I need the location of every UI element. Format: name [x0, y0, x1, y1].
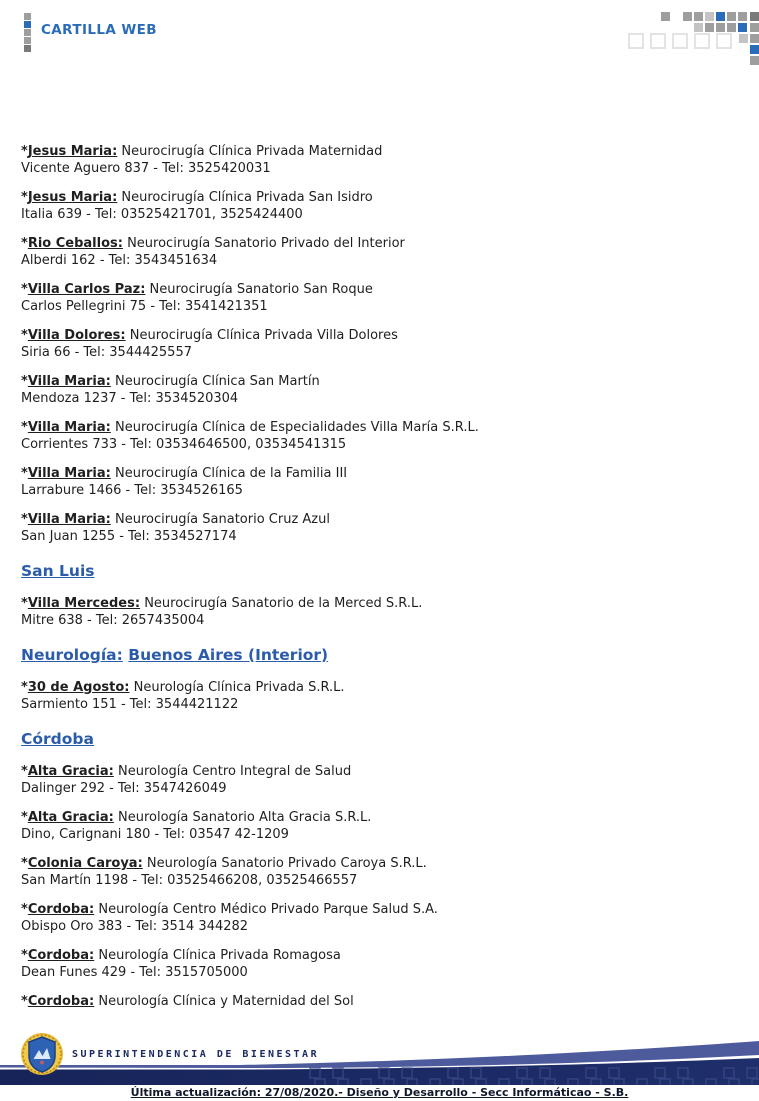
entry-bullet: *: [21, 144, 28, 159]
directory-entry: *Jesus Maria: Neurocirugía Clínica Privada San Isidro Italia 639 - Tel: 03525421701, 3525424400: [21, 190, 373, 222]
entry-city: Jesus Maria:: [27, 190, 118, 205]
mosaic-square: [694, 23, 703, 32]
entry-bullet: *: [21, 948, 28, 963]
header-strip-icon: [24, 13, 31, 52]
entry-city: Villa Dolores:: [27, 328, 126, 343]
entry-city: Cordoba:: [27, 948, 95, 963]
directory-list: [0, 60, 759, 1010]
mosaic-square: [738, 12, 747, 21]
directory-entry: *Alta Gracia: Neurología Sanatorio Alta Gracia S.R.L. Dino, Carignani 180 - Tel: 03547 42-1209: [21, 810, 372, 842]
directory-entry: *Villa Carlos Paz: Neurocirugía Sanatorio San Roque Carlos Pellegrini 75 - Tel: 3541421351: [21, 282, 373, 314]
app-title: CARTILLA WEB: [41, 22, 157, 38]
directory-entry: *Colonia Caroya: Neurología Sanatorio Privado Caroya S.R.L. San Martín 1198 - Tel: 03525466208, 03525466557: [21, 856, 427, 888]
entry-address: Sarmiento 151 - Tel: 3544421122: [21, 697, 239, 712]
directory-entry: *Rio Ceballos: Neurocirugía Sanatorio Privado del Interior Alberdi 162 - Tel: 3543451634: [21, 236, 405, 268]
entry-bullet: *: [21, 856, 28, 871]
entry-bullet: *: [21, 420, 28, 435]
entry-address: Mitre 638 - Tel: 2657435004: [21, 613, 205, 628]
strip-square: [24, 37, 31, 44]
entry-bullet: *: [21, 328, 28, 343]
directory-entry: *Villa Maria: Neurocirugía Clínica de la Familia III Larrabure 1466 - Tel: 3534526165: [21, 466, 348, 498]
mosaic-square: [738, 23, 747, 32]
mosaic-square: [750, 23, 759, 32]
entry-address: Obispo Oro 383 - Tel: 3514 344282: [21, 919, 249, 934]
directory-entry: *Cordoba: Neurología Clínica Privada Romagosa Dean Funes 429 - Tel: 3515705000: [21, 948, 341, 980]
mosaic-square: [716, 12, 725, 21]
mosaic-square: [672, 33, 688, 49]
entry-bullet: *: [21, 680, 28, 695]
entry-bullet: *: [21, 374, 28, 389]
section-heading-part[interactable]: Neurología:: [21, 646, 123, 664]
directory-entry: *Villa Mercedes: Neurocirugía Sanatorio de la Merced S.R.L. Mitre 638 - Tel: 2657435004: [21, 596, 423, 628]
shield-logo-icon: [20, 1032, 64, 1076]
mosaic-square: [661, 12, 670, 21]
mosaic-square: [650, 33, 666, 49]
entry-bullet: *: [21, 810, 28, 825]
entry-city: 30 de Agosto:: [27, 680, 130, 695]
entry-bullet: *: [21, 994, 28, 1009]
footer-update-note: Última actualización: 27/08/2020.- Diseño y Desarrollo - Secc Informáticao - S.B.: [130, 1086, 629, 1099]
section-heading-part[interactable]: Buenos Aires (Interior): [128, 646, 329, 664]
entry-city: Alta Gracia:: [27, 764, 114, 779]
entry-city: Rio Ceballos:: [27, 236, 123, 251]
entry-address: Mendoza 1237 - Tel: 3534520304: [21, 391, 239, 406]
entry-address: Carlos Pellegrini 75 - Tel: 3541421351: [21, 299, 268, 314]
directory-entry: *Cordoba: Neurología Centro Médico Privado Parque Salud S.A. Obispo Oro 383 - Tel: 3514 344282: [21, 902, 438, 934]
entry-bullet: *: [21, 596, 28, 611]
mosaic-square: [727, 23, 736, 32]
entry-bullet: *: [21, 902, 28, 917]
entry-city: Villa Mercedes:: [27, 596, 141, 611]
footer: [0, 1032, 759, 1101]
entry-bullet: *: [21, 512, 28, 527]
directory-entry: *30 de Agosto: Neurología Clínica Privada S.R.L. Sarmiento 151 - Tel: 3544421122: [21, 680, 345, 712]
entry-address: San Juan 1255 - Tel: 3534527174: [21, 529, 237, 544]
mosaic-square: [694, 33, 710, 49]
entry-city: Villa Maria:: [27, 512, 111, 527]
directory-entry: *Cordoba: Neurología Clínica y Maternidad del Sol: [21, 994, 354, 1009]
strip-square: [24, 45, 31, 52]
section-heading[interactable]: [21, 562, 738, 581]
mosaic-square: [727, 12, 736, 21]
entry-address: Siria 66 - Tel: 3544425557: [21, 345, 192, 360]
directory-entry: *Alta Gracia: Neurología Centro Integral de Salud Dalinger 292 - Tel: 3547426049: [21, 764, 352, 796]
entry-address: Vicente Aguero 837 - Tel: 3525420031: [21, 161, 271, 176]
strip-square: [24, 29, 31, 36]
entry-city: Villa Maria:: [27, 420, 111, 435]
entry-address: Alberdi 162 - Tel: 3543451634: [21, 253, 218, 268]
mosaic-square: [739, 34, 748, 43]
mosaic-square: [705, 23, 714, 32]
mosaic-square: [750, 45, 759, 54]
entry-city: Villa Carlos Paz:: [27, 282, 146, 297]
entry-city: Villa Maria:: [27, 466, 111, 481]
directory-entry: *Jesus Maria: Neurocirugía Clínica Privada Maternidad Vicente Aguero 837 - Tel: 3525420031: [21, 144, 383, 176]
organization-name: SUPERINTENDENCIA DE BIENESTAR: [72, 1049, 320, 1060]
directory-entry: *Villa Dolores: Neurocirugía Clínica Privada Villa Dolores Siria 66 - Tel: 3544425557: [21, 328, 398, 360]
section-heading-part[interactable]: San Luis: [21, 562, 95, 580]
entry-bullet: *: [21, 466, 28, 481]
section-heading[interactable]: [21, 730, 738, 749]
mosaic-square: [750, 12, 759, 21]
entry-city: Cordoba:: [27, 902, 95, 917]
mosaic-square: [716, 23, 725, 32]
directory-entry: *Villa Maria: Neurocirugía Clínica de Especialidades Villa María S.R.L. Corrientes 733 - Tel: 03534646500, 03534541315: [21, 420, 479, 452]
entry-bullet: *: [21, 282, 28, 297]
entry-city: Cordoba:: [27, 994, 95, 1009]
section-heading[interactable]: [21, 646, 738, 665]
strip-square: [24, 13, 31, 20]
entry-address: Dalinger 292 - Tel: 3547426049: [21, 781, 227, 796]
section-heading-part[interactable]: Córdoba: [21, 730, 94, 748]
header: [0, 0, 759, 60]
mosaic-square: [716, 33, 732, 49]
entry-city: Jesus Maria:: [27, 144, 118, 159]
entry-city: Colonia Caroya:: [27, 856, 143, 871]
entry-address: Italia 639 - Tel: 03525421701, 3525424400: [21, 207, 303, 222]
mosaic-square: [705, 12, 714, 21]
mosaic-square: [750, 34, 759, 43]
entry-address: Corrientes 733 - Tel: 03534646500, 03534541315: [21, 437, 347, 452]
directory-entry: *Villa Maria: Neurocirugía Sanatorio Cruz Azul San Juan 1255 - Tel: 3534527174: [21, 512, 330, 544]
entry-address: Larrabure 1466 - Tel: 3534526165: [21, 483, 243, 498]
mosaic-square: [683, 12, 692, 21]
strip-square: [24, 21, 31, 28]
directory-entry: *Villa Maria: Neurocirugía Clínica San Martín Mendoza 1237 - Tel: 3534520304: [21, 374, 320, 406]
entry-bullet: *: [21, 190, 28, 205]
entry-city: Alta Gracia:: [27, 810, 114, 825]
entry-address: San Martín 1198 - Tel: 03525466208, 03525466557: [21, 873, 358, 888]
mosaic-square: [694, 12, 703, 21]
entry-address: Dean Funes 429 - Tel: 3515705000: [21, 965, 248, 980]
mosaic-square: [628, 33, 644, 49]
entry-city: Villa Maria:: [27, 374, 111, 389]
entry-address: Dino, Carignani 180 - Tel: 03547 42-1209: [21, 827, 289, 842]
entry-bullet: *: [21, 236, 28, 251]
entry-bullet: *: [21, 764, 28, 779]
